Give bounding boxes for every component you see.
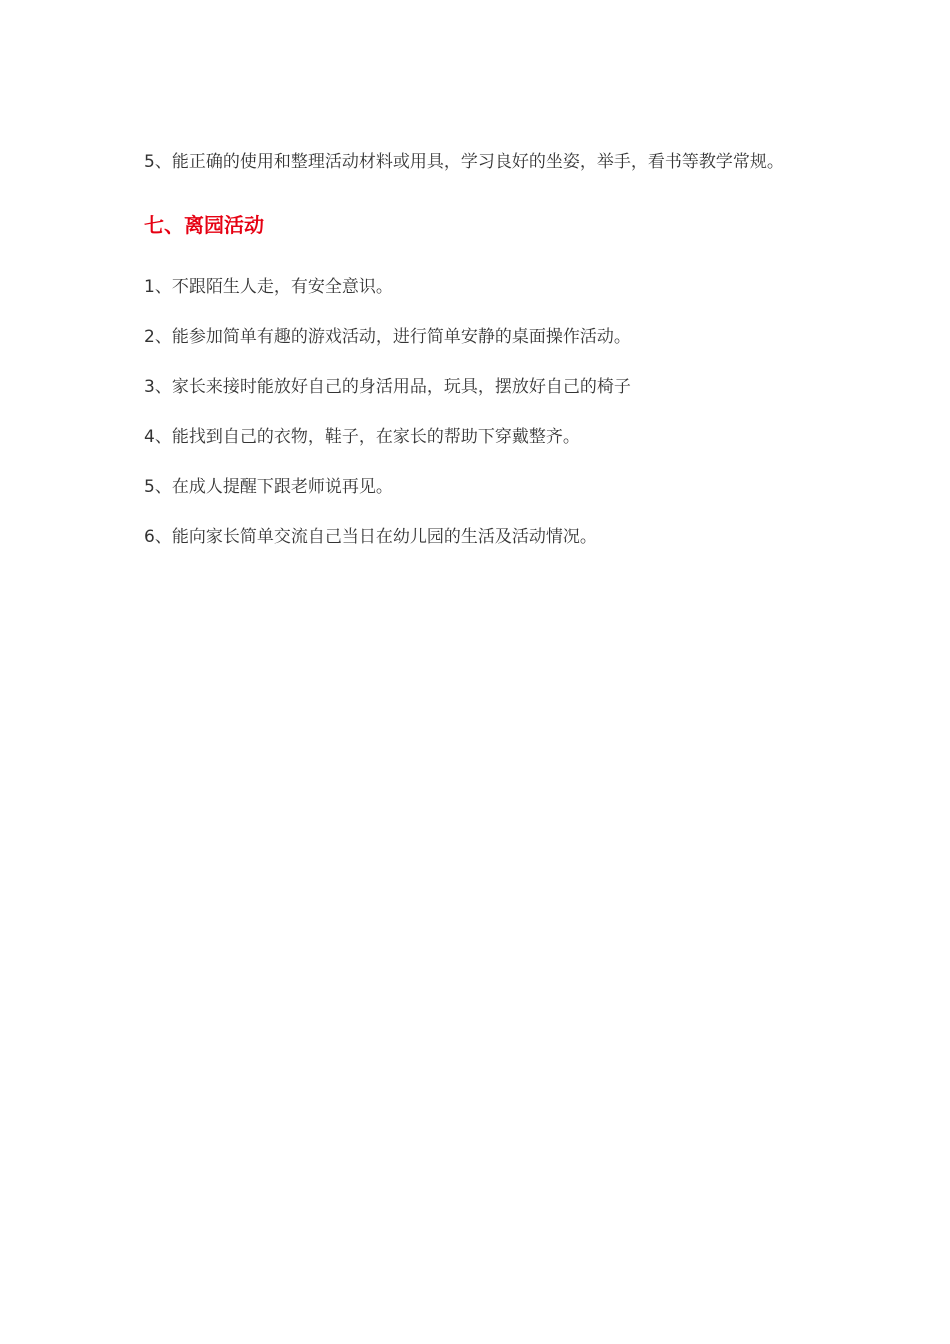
- list-item-5: 5、在成人提醒下跟老师说再见。: [144, 477, 393, 497]
- list-item-1: 1、不跟陌生人走，有安全意识。: [144, 277, 393, 297]
- paragraph-item-5-prev: 5、能正确的使用和整理活动材料或用具，学习良好的坐姿，举手，看书等教学常规。: [144, 152, 784, 172]
- list-item-4: 4、能找到自己的衣物，鞋子，在家长的帮助下穿戴整齐。: [144, 427, 580, 447]
- list-item-6: 6、能向家长简单交流自己当日在幼儿园的生活及活动情况。: [144, 527, 597, 547]
- section-heading: 七、离园活动: [144, 213, 264, 237]
- list-item-2: 2、能参加简单有趣的游戏活动，进行简单安静的桌面操作活动。: [144, 327, 631, 347]
- list-item-3: 3、家长来接时能放好自己的身活用品，玩具，摆放好自己的椅子: [144, 377, 631, 397]
